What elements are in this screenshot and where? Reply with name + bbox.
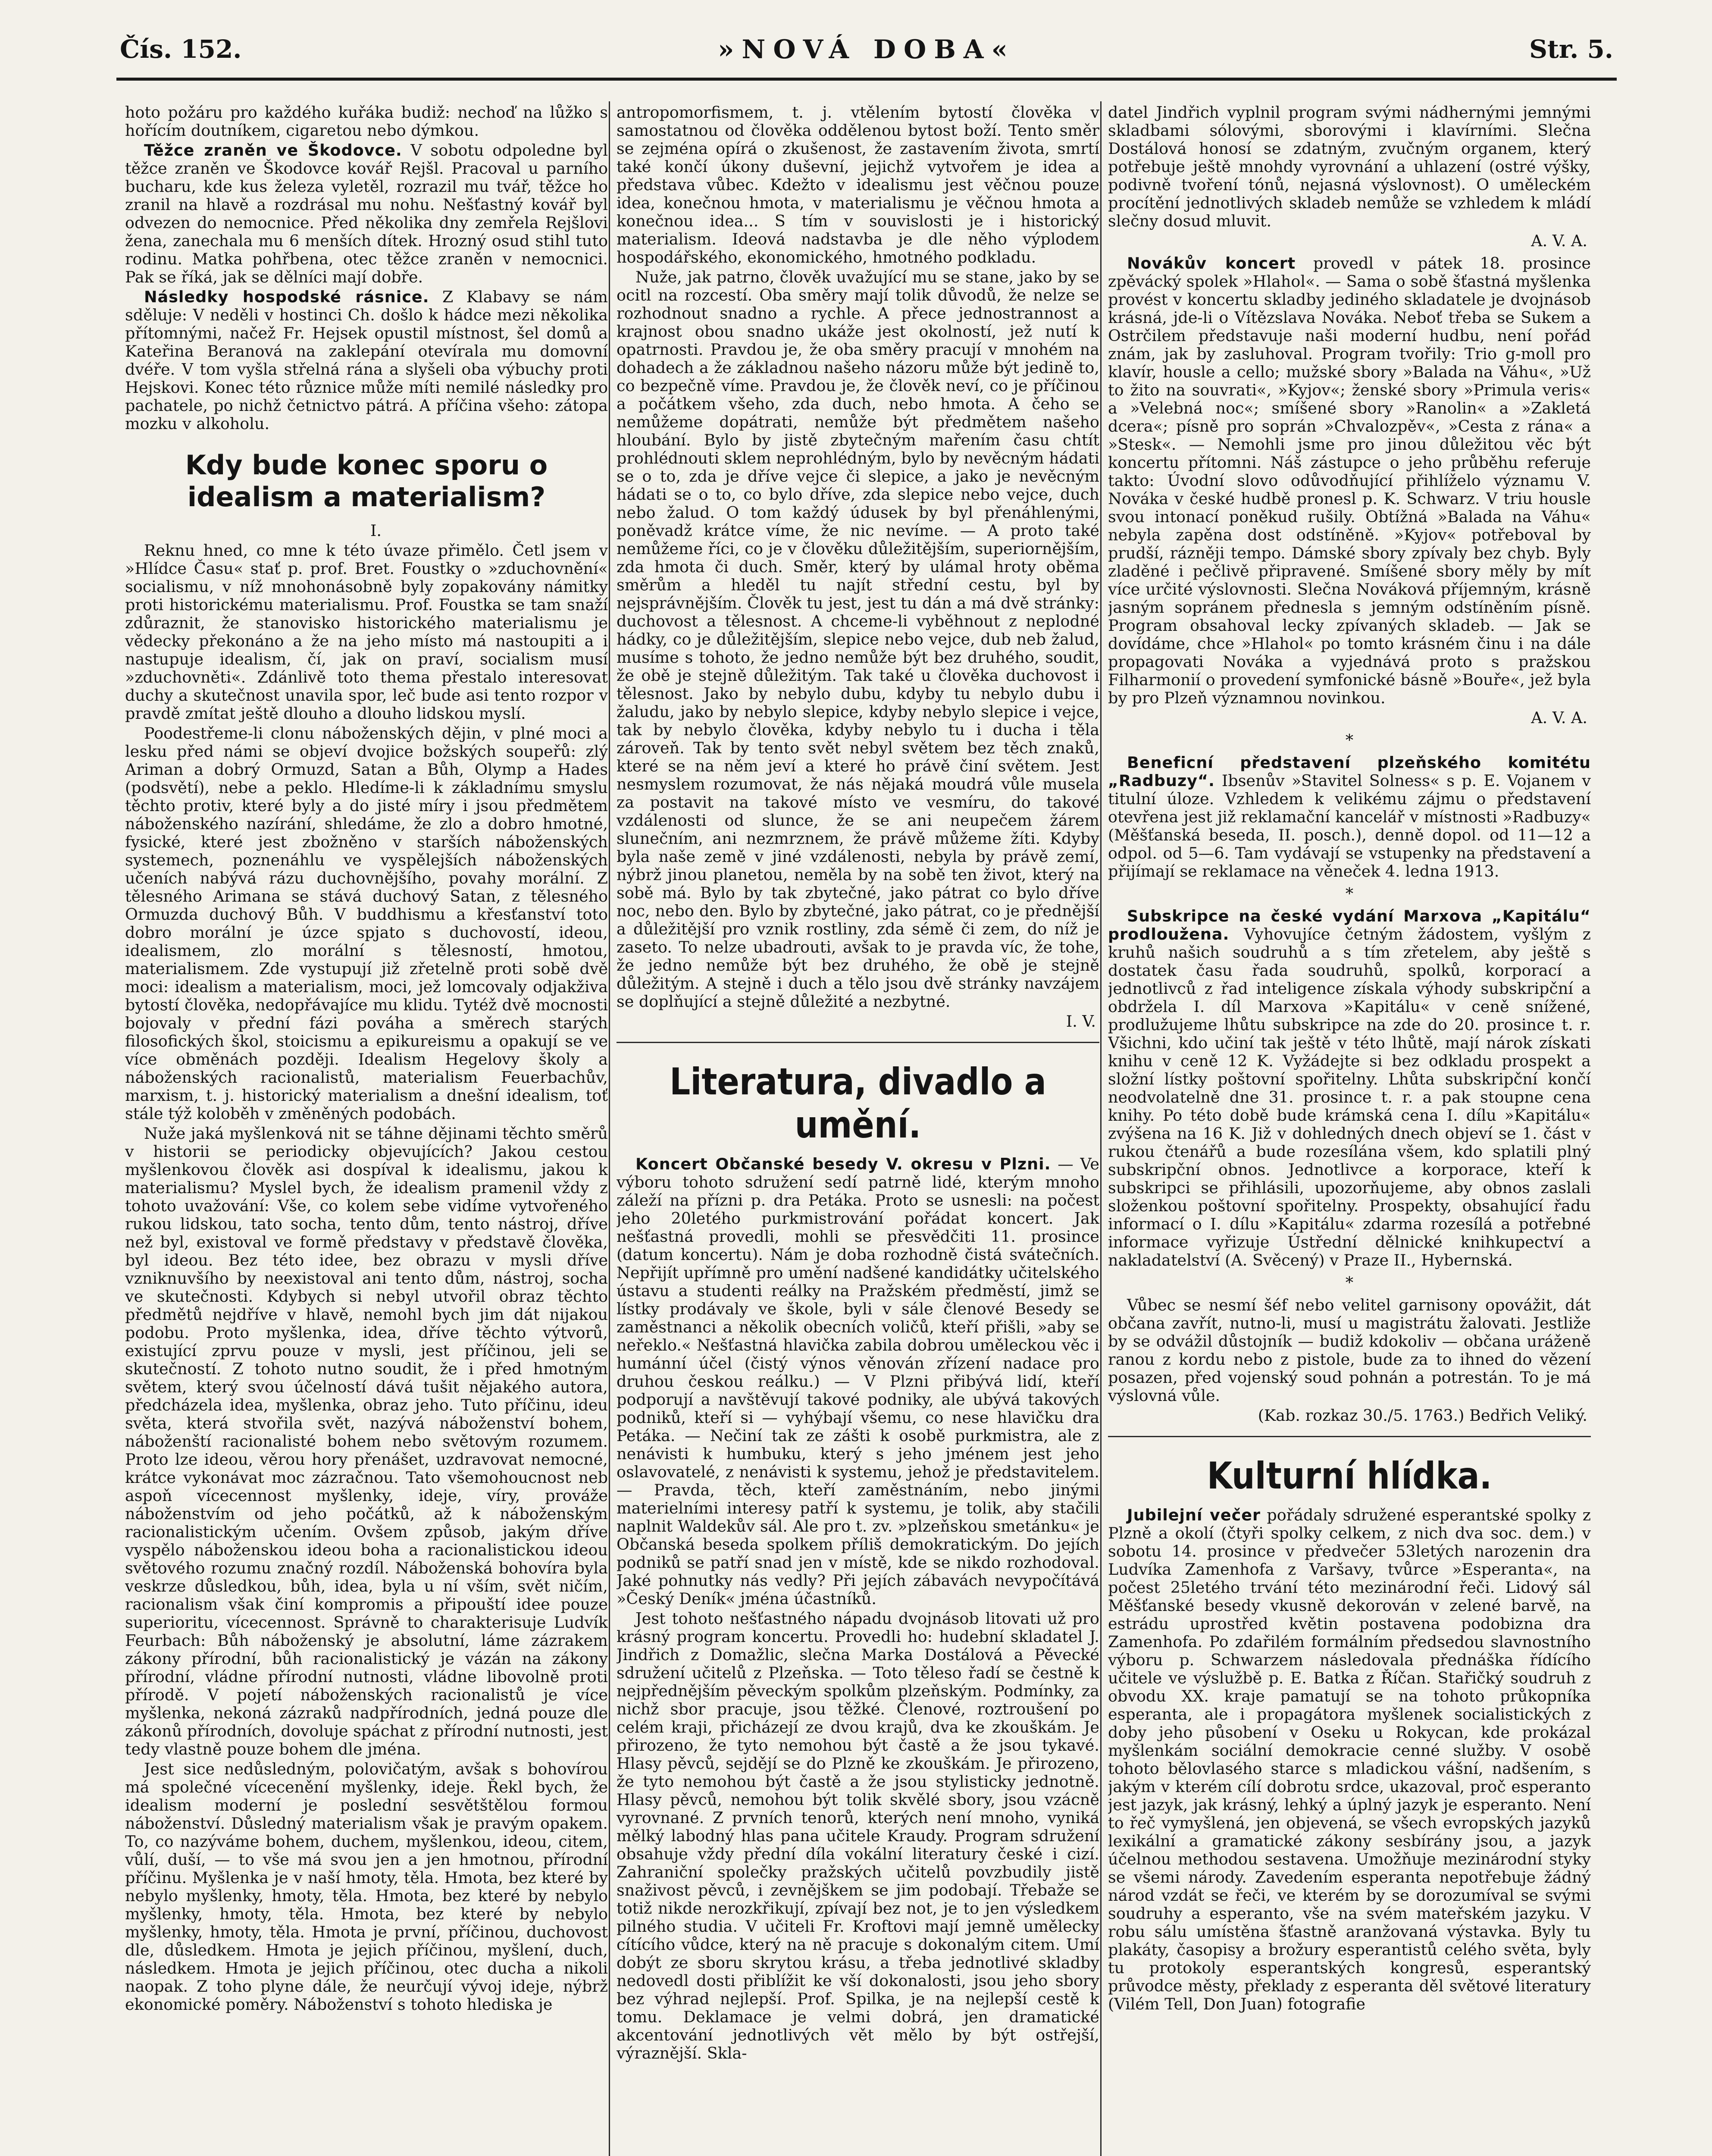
news-item [1108, 1506, 1591, 2013]
article-text: Jest tohoto nešťastného nápadu dvojnásob litovati už pro krásný program koncertu. Provedli ho: hudební skladatel J. Jindřich z Domažlic, slečna Marka Dostálová a Pěvecké sdružení učitelů z Plzeňska. — Toto těleso řadí se čestně k nejpřednějším pěveckým spolkům plzeňským. Podmínky, za nichž sbor pracuje, jsou těžké. Členové, roztroušení po celém kraji, přicházejí ze dvou krajů, dva ke zkouškám. Je přirozeno, že tyto nemohou být častě a že jsou tykavé. Hlasy pěvců, sejdějí se do Plzně ke zkouškám. Je přirozeno, že tyto nemohou být častě a že jsou stylisticky jednotně. Hlasy pěvců, nemohou být tolik skvělé sbory, jsou vzácně vyrovnané. Z prvních tenorů, kterých není mnoho, vyniká mělký labodný hlas pana učitele Kraudy. Program sdružení obsahuje vždy přední díla vokální literatury české i cizí. Zahraniční společky pražských učitelů povzbudily jistě snaživost pěvců, i zevnějškem se jim podobají. Třebaže se totiž nikde nerozkřikují, zpívají bez not, je to jen výsledkem pilného studia. V učiteli Fr. Kroftovi mají jemně umělecky cítícího vůdce, který na ně pracuje s dokonalým citem. Umí dobýt ze sboru skrytou krásu, a třeba jednotlivé skladby nedovedl dosti přiblížit ke vší dokonalosti, jsou jeho sbory bez výhrad nejlepší. Prof. Spilka, je na nejlepší cestě k tomu. Deklamace je velmi dobrá, jen dramatické akcentování jednotlivých vět mělo by být ostřejší, výraznější. Skla- [617, 1609, 1099, 2062]
column-3 [1108, 103, 1591, 2156]
column-2 [617, 103, 1099, 2156]
news-lead: Subskripce na české vydání Marxova „Kapitálu“ prodloužena. [1108, 907, 1591, 943]
separator-star: * [1345, 1273, 1354, 1292]
article-text: antropomorfismem, t. j. vtělením bytostí člověka v samostatnou od člověka oddělenou bytost boží. Tento směr se zejména opírá o zkušenost, že zastavením života, smrtí také končí úkony duševní, jejichž vytvořem je idea a představa vůbec. Kdežto v idealismu jest věčnou pouze idea, konečnou hmota, v materialismu je věčnou hmota a konečnou idea... S tím v souvislosti je i historický materialism. Ideová nadstavba je dle něho výplodem hospodářského, ekonomického, hmotného podkladu. [617, 103, 1099, 266]
article-text: Vůbec se nesmí šéf nebo velitel garnisony opovážit, dát občana zavřít, nutno-li, musí u magistrátu žalovati. Jestliže by se odvážil důstojník — budiž kdokoliv — občana uráženě ranou z kordu nebo z pistole, bude za to ihned do vězení posazen, před vojenský soud pohnán a potrestán. To je má výslovná vůle. [1108, 1296, 1591, 1405]
news-lead: Beneficní představení plzeňského komitétu „Radbuzy“. [1108, 753, 1591, 790]
section-heading: Literatura, divadlo a umění. [670, 1060, 1046, 1147]
news-text: Z Klabavy se nám sdělujе: V neděli v hostinci Ch. došlo k hádce mezi několika přítomnými, načež Fr. Hejsek opustil místnost, šel domů a Kateřina Beranová na zaklepání otevírala mu domovní dvéře. V tom vyšla střelná rána a slyšeli oba výbuchy proti Hejskovi. Konec této různice může míti nemilé následky pro pachatele, po nichž četnictvo pátrá. A příčina všeho: zátopa mozku v alkoholu. [125, 288, 608, 433]
section-heading: Kulturní hlídka. [1207, 1454, 1492, 1498]
column-rule [1100, 101, 1102, 2156]
article-text: Reknu hned, co mne k této úvaze přimělo. Četl jsem v »Hlídce Času« stať p. prof. Bret. Foustky o »zduchovnění« socialismu, v níž mnohonásobně byly zopakovány námitky proti historickému materialismu. Prof. Foustka se tam snaží zdůraznit, že stanovisko historického materialismu je vědecky překonáno a že na jeho místo má nastoupiti a i nastupuje idealism, čí, jak on praví, socialism musí »zduchovněti«. Zdánlivě toto thema přestalo interesovat duchy a skutečnost unavila spor, leč bude asi tento rozpor v pravdě zmítat ještě dlouho a dlouho lidskou myslí. [125, 541, 608, 723]
news-item [125, 288, 608, 433]
news-text: V sobotu odpoledne byl těžce zraněn ve Škodovce kovář Rejšl. Pracoval u parního bucharu, kde kus železa vyletěl, rozrazil mu tvář, těžce ho zranil na hlavě a rozdrásal mu nohu. Nešťastný kovář byl odvezen do nemocnice. Před několika dny zemřela Rejšlovi žena, zanechala mu 6 menších dítek. Hrozný osud stihl tuto rodinu. Matka pohřbena, otec těžce zraněn v nemocnici. Pak se říká, jak se dělníci mají dobře. [125, 141, 608, 286]
newspaper-title: »NOVÁ DOBA« [718, 34, 1015, 65]
separator-star: * [1345, 884, 1354, 903]
article-heading: Kdy bude konec sporu o idealism a materialism? [185, 449, 548, 513]
news-item [1108, 254, 1591, 707]
column-1 [125, 103, 608, 2156]
article-text: Jest sice nedůsledným, polovičatým, avšak s bohovírou má společné vícecenění myšlenky, ideje. Řekl bych, že idealism moderní je poslední sesvětštělou formou náboženství. Důsledný materialism však je pravým opakem. To, co nazýváme bohem, duchem, myšlenkou, ideou, citem, vůlí, duší, — to vše má svou jen a jen hmotnou, přírodní příčinu. Myšlenka je v naší hmoty, těla. Hmota, bez které by nebylo myšlenky, hmoty, těla. Hmota, bez které by nebylo myšlenky, hmoty, těla. Hmota, bez které by nebylo myšlenky, hmoty, těla. Hmota je první, příčinou, duchovost dle, důsledkem. Hmota je jejich příčinou, myšlení, duch, následkem. Hmota je jejich příčinou, otec ducha a nikoli naopak. Z toho plyne dále, že neurčují vývoj ideje, nýbrž ekonomické poměry. Náboženství s tohoto hlediska je [125, 1760, 608, 2014]
masthead [116, 30, 1617, 81]
author-signature: I. V. [1066, 1012, 1096, 1031]
news-lead: Následky hospodské rásnice. [144, 288, 429, 306]
news-item [1108, 754, 1591, 881]
news-lead: Novákův koncert [1127, 254, 1296, 273]
article-text: Nuže jaká myšlenková nit se táhne dějinami těchto směrů v historii se periodicky objevujících? Jakou cestou myšlenkovou člověk asi dospíval k idealismu, jakou k materialismu? Myslel bych, že idealism pramenil vždy z tohoto uvažování: Vše, co kolem sebe vidíme vytvořeného rukou lidskou, tato socha, tento dům, tento nástroj, dříve než byl, existoval ve formě představy v představě člověka, byl ideou. Bez této idee, bez obrazu v mysli dříve vzniknuvšího by neexistoval ani tento dům, nástroj, socha ve skutečnosti. Kdybych si nebyl utvořil obraz těchto předmětů nejdříve v hlavě, nemohl bych jim dát nijakou podobu. Proto myšlenka, idea, dříve těchto výtvorů, existující zprvu pouze v mysli, jest příčinou, jeli se skutečností. Z tohoto nutno soudit, že i před hmotným světem, který svou účelností dává tušit nějakého autora, předcházela idea, myšlenka, obraz jeho. Tuto příčinu, ideu světa, která stvořila svět, nazývá náboženství bohem, náboženští racionalisté bohem nebo světovým rozumem. Proto lze ideou, věrou hory přenášet, uzdravovat nemocné, krátce vykonávat moc zázračnou. Tato všemohoucnost neb aspoň vícecennost myšlenky, ideje, víry, prováže náboženstvím od jeho počátků, až k náboženským racionalistickým učením. Ovšem způsob, jakým dříve vyspělo náboženskou ideou boha a racionalistickou ideou světového rozumu značný rozdíl. Náboženská bohovíra byla veskrze důsledkou, bůh, idea, byla u ní vším, svět ničím, racionalism však činí kompromis a připouští idee pouze superioritu, vícecennost. Správně to charakterisuje Ludvík Feurbach: Bůh náboženský je absolutní, láme zázrakem zákony přírodní, bůh racionalistický je vázán na zákony přírodní, vládne přírodní nutnosti, vládne libovolně proti přírodě. V pojetí náboženských racionalistů je více myšlenka, nekoná zázraků nadpřírodních, jedná pouze dle zákonů přírodních, dovoluje spáchat z přírodní nutnosti, jest tedy vlastně pouze bohem dle jména. [125, 1124, 608, 1758]
news-text: provedl v pátek 18. prosince zpěvácký spolek »Hlahol«. — Sama o sobě šťastná myšlenka provést v koncertu skladby jediného skladatele je dvojnásob krásná, jde-li o Vítězslava Nováka. Neboť třeba se Sukem a Ostrčilem představuje naši moderní hudbu, není pořád znám, jak by zasluhoval. Program tvořily: Trio g-moll pro klavír, housle a cello; mužské sbory »Balada na Váhu«, »Už to žito na souvrati«, »Kyjov«; ženské sbory »Primula veris« a »Velebná noc«; smíšené sbory »Ranolin« a »Zakletá dcera«; písně pro soprán »Chvalozpěv«, »Cesta z rána« a »Stesk«. — Nemohli jsme pro jinou důležitou věc být koncertu přítomni. Náš zástupce o jeho průběhu referuje takto: Úvodní slovo odůvodňující přihlíželo významu V. Nováka v české hudbě pronesl p. K. Schwarz. V triu housle svou intonací poněkud rušily. Obtížná »Balada na Váhu« nebyla zapěna dost odstíněně. »Kyjov« potřeboval by prudší, rázněji tempo. Dámské sbory zpívaly bez chyb. Byly zladěné i pečlivě připravené. Smíšené sbory měly by mít více určité výslovnosti. Slečna Nováková příjemným, krásně jasným sopránem přednesla s jemným odstíněním písně. Program obsahoval lecky zpívaných skladeb. — Jak se dovídáme, chce »Hlahol« po tomto krásném činu i na dále propagovati Nováka a vyjednává proto s pražskou Filharmonií o provedení symfonické básně »Bouře«, jež byla by pro Plzeň významnou novinkou. [1108, 254, 1591, 707]
author-signature: A. V. A. [1531, 708, 1587, 727]
article-text: datel Jindřich vyplnil program svými nádhernými jemnými skladbami sólovými, sborovými i klavírními. Slečna Dostálová honosí se zdatným, zvučným organem, který potřebuje ještě mnohdy vyrovnání a uhlazení (ostré výšky, podivně tvoření tónů, nejasná výslovnost). O uměleckém procítění jednotlivých skladeb nemůže se vzhledem k mládí slečny dosud mluvit. [1108, 103, 1591, 230]
quote-attribution: (Kab. rozkaz 30./5. 1763.) Bedřich Veliký. [1258, 1406, 1587, 1425]
page-number: Str. 5. [1529, 34, 1613, 64]
news-item [1108, 907, 1591, 1269]
column-rule [609, 101, 610, 2156]
issue-number: Čís. 152. [120, 34, 242, 64]
news-lead: Jubilejní večer [1127, 1506, 1261, 1524]
article-text: Nuže, jak patrno, člověk uvažující mu se stane, jako by se ocitl na rozcestí. Oba směry mají tolik důvodů, že nelze se rozhodnout snadno a rychle. A přece jednostrannost a krajnost obou snadno ukáže jest okolností, jež nutí k opatrnosti. Pravdou je, že oba směry pracují v mnohém na dohadech a že základnou našeho názoru může být jedině to, co bezpečně víme. Pravdou je, že člověk neví, co je příčinou a počátkem všeho, zda duch, nebo hmota. A čeho se nemůžeme dopátrati, nemůže být předmětem našeho hloubání. Bylo by jistě zbytečným mařením času chtít prohlédnouti sklem neprohlédným, bylo by nevěcným hádati se o to, zda je dříve vejce či slepice, a jako je nevěcným hádati se o to, co bylo dříve, zda slepice nebo vejce, duch nebo žalud. O tom každý údusek by byl přenáhlenými, poněvadž krátce víme, že nic nevíme. — A proto také nemůžeme říci, co je v člověku důležitějším, superiornějším, zda hmota či duch. Směr, který by ulámal hroty oběma směrům a hleděl tu najít střední cestu, byl by nejsprávnějším. Člověk tu jest, jest tu dán a má dvě stránky: duchovost a tělesnost. A chceme-li vyběhnout z neplodné hádky, co je důležitějším, slepice nebo vejce, dub neb žalud, musíme s tohoto, že jedno nemůže být bez druhého, soudit, že obě je stejně důležitým. Tak také u člověka duchovost i tělesnost. Jako by nebylo dubu, kdyby tu nebylo dubu i žaludu, jako by nebylo slepice, kdyby nebylo slepice i vejce, tak by nebylo člověka, kdyby nebylo tu i ducha i těla zároveň. Tak by tento svět nebyl světem bez těch znaků, které se na něm jeví a které ho právě činí světem. Jest nesmyslem rozumovat, že nás nějaká moudrá vůle musela za postavit na takové místo ve vesmíru, do takové vzdálenosti od slunce, že se ani neupečem žárem slunečním, ani nezmrznem, že právě můžeme žíti. Kdyby byla naše země v jiné vzdálenosti, nebyla by právě zemí, nýbrž jinou planetou, neměla by na sobě ten život, který na sobě má. Bylo by tak zbytečné, jako pátrat co bylo dříve noc, nebo den. Bylo by zbytečné, jako pátrat, co je přednější a důležitější pro vznik rostliny, zda sémě či zem, do níž je zaseto. To nelze ubadrouti, avšak to je pravda víc, že tohe, že jedno nemůže být bez druhého, že obě je stejně důležitým. A stejně i duch a tělo jsou dvě stránky navzájem se doplňující a stejně důležité a nezbytné. [617, 268, 1099, 1011]
news-text: Vyhovujíce četným žádostem, vyšlým z kruhů našich soudruhů a s tím zřetelem, aby ještě s dostatek času řada soudruhů, spolků, korporací a jednotlivců z řad inteligence získala výhody subskripční a obdržela I. díl Marxova »Kapitálu« v ceně snížené, prodlužujeme lhůtu subskripce na zde do 20. prosince t. r. Všichni, kdo učiní tak ještě v této lhůtě, mají nárok získati knihu v ceně 12 K. Vyžádejte si bez odkladu prospekt a složní lístky poštovní spořitelny. Lhůta subskripční končí neodvolatelně dne 31. prosince t. r. a pak stoupne cena knihy. Po této době bude krámská cena I. dílu »Kapitálu« zvýšena na 16 K. Již v dohledných dnech objeví se 1. část v rukou čtenářů a bude rozesílána všem, kdo splatili plný subskripční obnos. Jednotlivce a korporace, kteří k subskripci se přihlásili, upozorňujeme, aby obnos zaslali složenkou poštovní spořitelny. Prospekty, obsahující řadu informací o I. dílu »Kapitálu« zdarma rozesílá a potřebné informace vyřizuje Ústřední dělnické knihkupectví a nakladatelství (A. Svěcený) v Praze II., Hybernská. [1108, 925, 1591, 1269]
separator-star: * [1345, 731, 1354, 749]
news-item [617, 1155, 1099, 1608]
news-item [125, 141, 608, 286]
news-text: — Ve výboru tohoto sdružení sedí patrně lidé, kterým mnoho záleží na přízni p. dra Petáka. Proto se usnesli: na počest jeho 20letého purkmistrování pořádat koncert. Jak nešťastná provedli, mohli se přesvědčiti 11. prosince (datum koncertu). Nám je doba rozhodně čistá svátečních. Nepřijít upřímně pro umění nadšené kandidátky učitelského ústavu a studenti reálky na Pražském předměstí, jimž se lístky prodávaly ve škole, byli v sále členové Besedy se zaměstnanci a několik obecních voličů, kteří přišli, »aby se neřeklo.« Nešťastná hlavička zabila dobrou uměleckou věc i humánní účel (čistý výnos věnován zřízení nadace pro druhou českou reálku.) — V Plzni přibývá lidí, kteří podporují a navštěvují takové podniky, ale ubývá takových podniků, kteří si — vyhýbají všemu, co nese hlavičku dra Petáka. — Nečiní tak ze zášti k osobě purkmistra, ale z nenávisti k humbuku, který s jeho jménem jest jeho oslavovatelé, z nenávisti k systemu, jehož je představitelem. — Pravda, těch, kteří zaměstnáním, nebo jinými materielními interesy patří k systemu, je tolik, aby stačili naplnit Waldekův sál. Ale pro t. zv. »plzeňskou smetánku« je Občanská beseda spolkem příliš demokratickým. Do jejích podniků se patří snad jen v místě, kde se nikdo rozhodoval. Jaké pohnutky nás vedly? Při jejích zábavách nevypočítává »Český Deník« jména účastníků. [617, 1155, 1099, 1608]
news-lead: Těžce zraněn ve Škodovce. [144, 141, 402, 160]
news-text: Ibsenův »Stavitel Solness« s p. E. Vojanem v titulní úloze. Vzhledem k velikému zájmu o představení otevřena jest již reklamační kancelář v místnosti »Radbuzy« (Měšťanská beseda, II. posch.), denně dopol. od 11—12 a odpol. od 5—6. Tam vydávají se vstupenky na představení a přijímají se reklamace na věneček 4. ledna 1913. [1108, 771, 1591, 881]
author-signature: A. V. A. [1531, 232, 1587, 250]
section-number: I. [370, 521, 382, 540]
section-divider [617, 1042, 1099, 1043]
news-lead: Koncert Občanské besedy V. okresu v Plzni. [635, 1155, 1051, 1173]
article-text: Poodestřeme-li clonu náboženských dějin, v plné moci a lesku před námi se objeví dvojice božských soupeřů: zlý Ariman a dobrý Ormuzd, Satan a Bůh, Olymp a Hades (podsvětí), nebe a peklo. Hledíme-li k základnímu smyslu těchto protiv, které byly a do jisté míry i jsou předmětem náboženského nazírání, shledáme, že zlo a dobro hmotné, fysické, které jest zbožněno v starších náboženských systemech, poznenáhlu ve vyspělejších náboženských učeních nabývá rázu duchovnějšího, povahy morální. Z tělesného Arimana se stává duchový Satan, z tělesného Ormuzda duchový Bůh. V buddhismu a křesťanství toto dobro morální je úzce spjato s duchovostí, ideou, idealismem, zlo morální s tělesností, hmotou, materialismem. Zde vystupují již zřetelně proti sobě dvě moci: idealism a materialism, moci, jež lomcovaly odjakživa bytostí člověka, nedopřávajíce mu klidu. Tytéž dvě mocnosti bojovaly v přední fázi pováha a směrech starých filosofických škol, stoicismu a epikureismu a opakují se ve více obměnách později. Idealism Hegelovy školy a náboženských racionalistů, materialism Feuerbachův, marxism, t. j. historický materialism a dnešní idealism, toť stále týž koloběh v změněných podobách. [125, 724, 608, 1123]
article-text: hoto požáru pro každého kuřáka budiž: nechoď na lůžko s hořícím doutníkem, cigaretou nebo dýmkou. [125, 103, 608, 140]
section-divider [1108, 1436, 1591, 1437]
news-text: pořádaly sdružené esperantské spolky z Plzně a okolí (čtyři spolky celkem, z nich dva soc. dem.) v sobotu 14. prosince v předvečer 53letých narozenin dra Ludvíka Zamenhofa z Varšavy, tvůrce »Esperanta«, na počest 25letého trvání této mezinárodní řeči. Lidový sál Měšťanské besedy vkusně dekorován v zelené barvě, na estrádu uprostřed květin postavena podobizna dra Zamenhofa. Po zdařilém formálním předsedou slavnostního výboru p. Schwarzem následovala přednáška řídícího učitele ve výslužbě p. E. Batka z Říčan. Stařičký soudruh z obvodu XX. kraje pamatují se na tohoto průkopníka esperanta, ale i propagátora myšlenek socialistických z doby jeho působení v Oseku u Rokycan, kde prokázal myšlenkám sociální demokracie cenné služby. V osobě tohoto bělovlasého starce s mladickou vášní, nadšením, s jakým v kterém cílí dobrotu srdce, ukazoval, proč esperanto jest jazyk, jak krásný, lehký a úplný jazyk je esperanto. Není to řeč vymyšlená, jen objevená, se všech evropských jazyků lexikální a gramatické zákony sesbírány jsou, a jazyk účelnou methodou sestavena. Umožňuje mezinárodní styky se všemi národy. Zavedením esperanta nepotřebuje žádný národ vzdát se řeči, ve kterém by se dorozumíval se svými soudruhy a esperanto, vše na svém mateřském jazyku. V robu sálu umístěna šťastně aranžovaná výstavka. Byly tu plakáty, časopisy a brožury esperantistů celého světa, byly tu protokoly esperantských kongresů, esperantský průvodce městy, překlady z esperanta děl světové literatury (Vilém Tell, Don Juan) fotografie [1108, 1506, 1591, 2013]
